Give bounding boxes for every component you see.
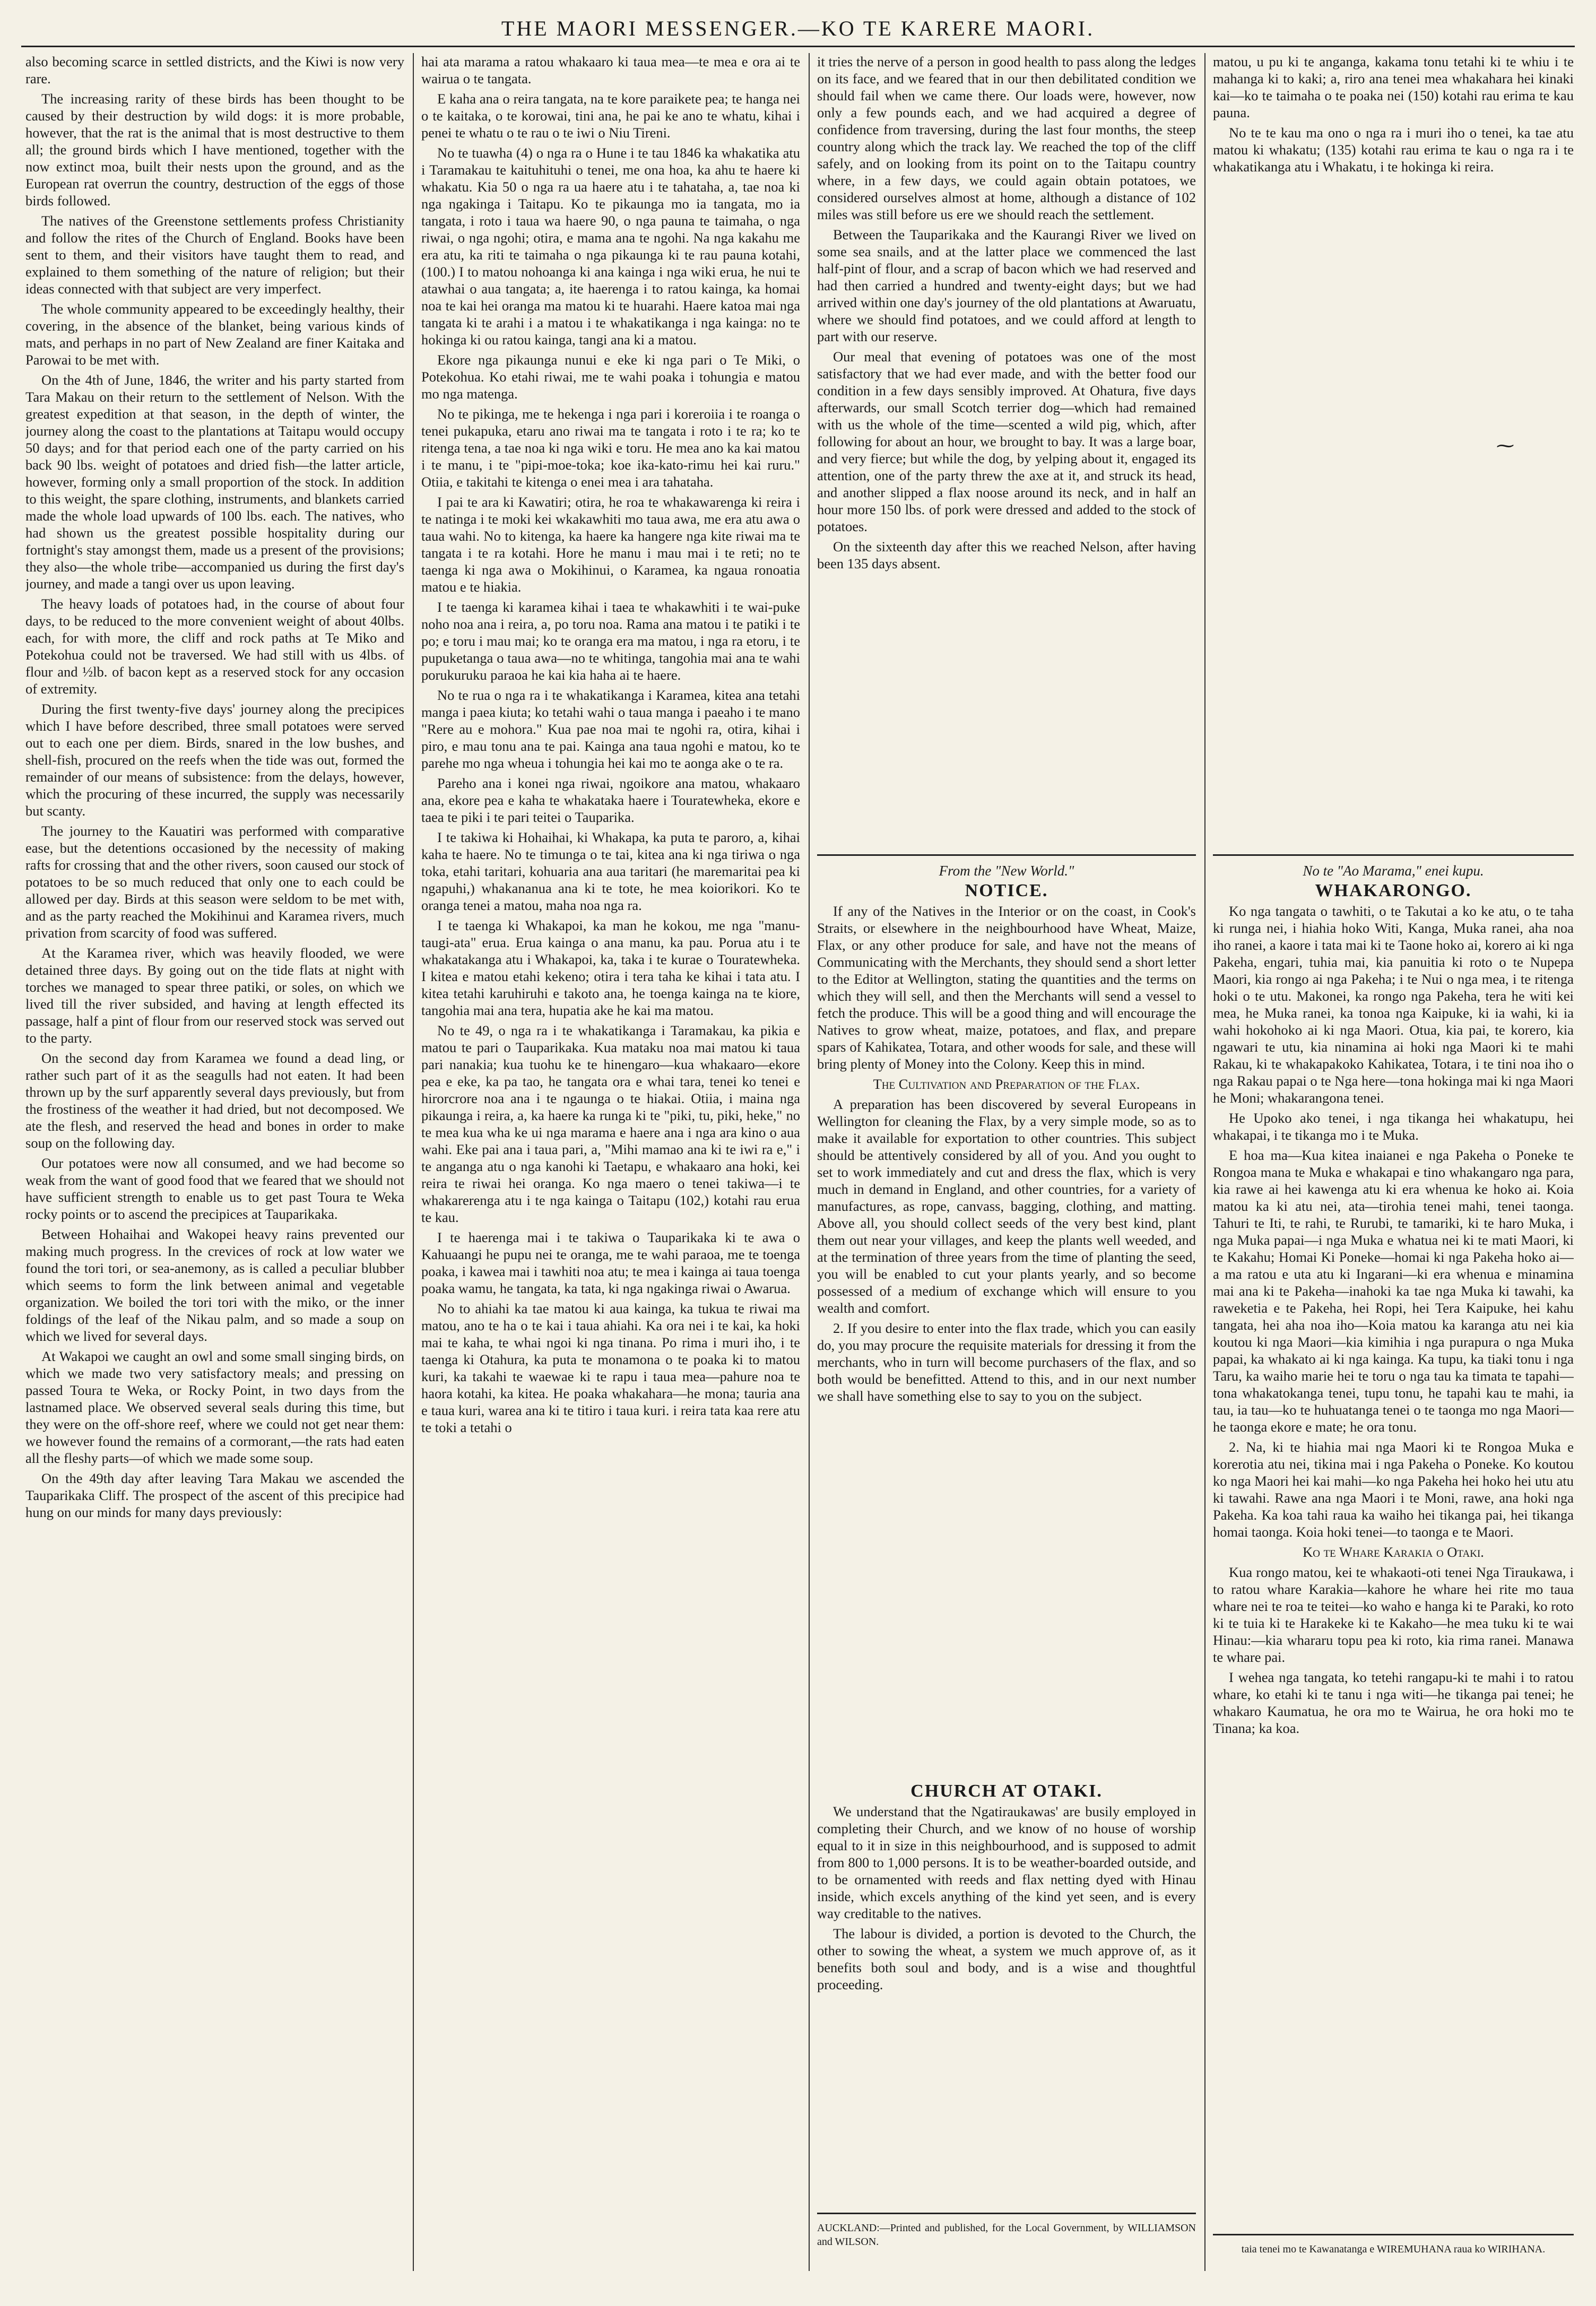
notice-body <box>817 903 1196 1072</box>
paragraph: During the first twenty-five days' journey along the precipices which I have before described, three small potatoes were served out to each one per diem. Birds, snared in the low bushes, and shell-fish, procured on the reefs when the tide was out, formed the remainder of our means of subsistence: from the delays, however, which the procuring of these incurred, the supply was necessarily but scanty. <box>25 701 404 819</box>
column-3-article <box>817 53 1196 881</box>
church-body <box>817 1803 1196 1993</box>
paragraph: Ko nga tangata o tawhiti, o te Takutai a ko ke atu, o te taha ki runga nei, i hiahia hoko Witi, Kanga, Muka ranei, aha noa iho ranei, a kaore i tata mai ki te Taone hoko ai, korero ai ki nga Pakeha, engari, tuhia mai, kia panuitia ki roto o te Nupepa Maori, kia rongo ai nga Pakeha; i te Nui o nga mea, i te ritenga hoki o te utu. Makonei, ka rongo nga Pakeha, tera he witi kei mea, he Muka ranei, ka tonoa nga Kaipuke, ki ia wahi, ki ia wahi hokohoko ai ki nga Maori. Otua, kia pai, te korero, kia ngawari te utu, kia ninamina ai hoki nga Maori ki te mahi Rakau, ki te whakapakoko Kahikatea, Totara, i te tini noa iho o nga Rakau papai o te Nga here—tona hokinga mai ki nga Maori he Moni; whakarangona tenei. <box>1213 903 1574 1106</box>
flax-title: The Cultivation and Preparation of the Flax. <box>873 1076 1140 1092</box>
paragraph: No te 49, o nga ra i te whakatikanga i Taramakau, ka pikia e matou te pari o Tauparikaka. Kua mataku noa mai matou ki taua pari nanakia; kua tuohu ke te hinengaro—kua whakaaro—ekore pea e eke, ka pa tao, he tangata ora e whai tara, tenei ko tenei e hirorcrore noa ana i te ngaunga o te hiakai. Otiia, i maina nga pikaunga i reira, a, ka haere ka runga ki te "piki, tu, piki, heke," no te mea kua wha ke ui nga marama e haere ana i nga ara kino o aua wahi. Eke pai ana i taua pari, a, "Mihi mamao ana ki te iwi ra e," i te anganga atu o nga kanohi ki Taetapu, e whakaaro ana hoki, kei reira te riwai hei oranga. Ko nga maero o tenei takiwa—i te whakarerenga atu i te nga kainga o Taitapu (102,) kotahi rau erua te kau. <box>421 1022 800 1225</box>
paragraph: The increasing rarity of these birds has been thought to be caused by their destruction by wild dogs: it is more probable, however, that the rat is the animal that is most destructive to them all; the ground birds which I have mentioned, together with the now extinct moa, built their nests upon the ground, and as the European rat overrun the country, destruction of the eggs of those birds followed. <box>25 91 404 209</box>
paragraph: Our potatoes were now all consumed, and we had become so weak from the want of good food that we feared that we should not have sufficient strength to enable us to get past Toura te Weka rocky points or to ascend the precipices at Tauparikaka. <box>25 1155 404 1222</box>
paragraph: also becoming scarce in settled districts, and the Kiwi is now very rare. <box>25 54 404 86</box>
paragraph: A preparation has been discovered by several Europeans in Wellington for cleaning the Flax, by a very simple mode, so as to make it available for exportation to other countries. This subject should be attentively considered by all of you. And you ought to set to work immediately and cut and dress the flax, which is very much in demand in England, and other countries, for a variety of manufactures, as rope, canvass, bagging, clothing, and matting. Above all, you should collect seeds of the very best kind, plant them out near your villages, and keep the plants well weeded, and at the termination of three years from the time of planting the seed, you will be enabled to cut your plants yearly, and so become possessed of a medium of exchange which will ensure to you wealth and comfort. <box>817 1096 1196 1316</box>
notice-section <box>817 862 1196 1870</box>
paragraph: I te taenga ki Whakapoi, ka man he kokou, me nga "manu-taugi-ata" erua. Erua kainga o ana manu, ka pau. Porua atu i te whakatakanga atu i Whakapoi, ka, taka i te kurae o Touratewheka. I kitea e matou etahi kekeno; otira i tera taha ke kihai i tata atu. I kitea tetahi karuhiruhi e takoto ana, he toenga kainga na te kiore, tangohia mai ana tera, hupatia ake he kai ma matou. <box>421 917 800 1018</box>
paragraph: The labour is divided, a portion is devoted to the Church, the other to sowing the wheat, a system we much approve of, as it benefits both soul and body, and is a wise and thoughtful proceeding. <box>817 1926 1196 1992</box>
karakia-title: Ko te Whare Karakia o Otaki. <box>1303 1544 1484 1560</box>
paragraph: The whole community appeared to be exceedingly healthy, their covering, in the absence of the blanket, being various kinds of mats, and perhaps in no part of New Zealand are finer Kaitaka and Parowai to be met with. <box>25 301 404 368</box>
section-divider <box>1213 854 1574 856</box>
paragraph: 2. Na, ki te hiahia mai nga Maori ki te Rongoa Muka e korerotia atu nei, tikina mai i nga Pakeha o Poneke. Ko koutou ko nga Maori hei kai mahi—ko nga Pakeha hei hoko hei utu atu ki tawahi. Rawe ana nga Maori i te Moni, rawe, ana hoki nga Pakeha. Ka koa tahi raua ka waiho hei tikanga pai, hei tikanga homai taonga. Koia hoki tenei—to taonga e te Maori. <box>1213 1439 1574 1540</box>
church-title: CHURCH AT OTAKI. <box>910 1783 1103 1801</box>
imprint-divider <box>1213 2234 1574 2235</box>
paragraph: 2. If you desire to enter into the flax trade, which you can easily do, you may procure the requisite materials for dressing it from the merchants, who in turn will become purchasers of the flax, and so both would be benefitted. Attend to this, and in our next number we shall have something else to say to you on the subject. <box>817 1320 1196 1404</box>
paragraph: I pai te ara ki Kawatiri; otira, he roa te whakawarenga ki reira i te natinga i te moki kei wkakawhiti mo taua awa, me era atu awa o taua wahi. No to kitenga, ka haere ka hangere nga kite riwai ma te tangata i te ra kotahi. Hore he manu i mau mai i te reti; no te taenga ki nga awa o Mokihinui, o Karamea, ka ngaua ronoatia matou e te hiakia. <box>421 494 800 595</box>
section-divider <box>817 854 1196 856</box>
paragraph: Our meal that evening of potatoes was one of the most satisfactory that we had ever made, and with the better food our condition in a few days sensibly improved. At Ohatura, five days afterwards, our small Scotch terrier dog—which had remained with us the whole of the time—scented a wild pig, which, after following for about an hour, we brought to bay. It was a large boar, and very fierce; but while the dog, by yelping about it, engaged its attention, one of the party threw the axe at it, and struck its head, and another slipped a flax noose around its neck, and in half an hour more 150 lbs. of pork were dressed and added to the stock of potatoes. <box>817 349 1196 534</box>
imprint-english: AUCKLAND:—Printed and published, for the Local Government, by WILLIAMSON and WILSON. <box>817 2222 1196 2248</box>
paragraph: I te haerenga mai i te takiwa o Tauparikaka ki te awa o Kahuaangi he pupu nei te oranga, me te wahi paraoa, me te toenga poaka, i kawea mai i tawhiti noa atu; te mea i kainga ai taua toenga poaka wamu, he tangata, ka tata, ki nga ngakinga riwai o Awarua. <box>421 1229 800 1296</box>
whakarongo-title: WHAKARONGO. <box>1315 881 1472 900</box>
paragraph: hai ata marama a ratou whakaaro ki taua mea—te mea e ora ai te wairua o te tangata. <box>421 54 800 86</box>
paragraph: I te taenga ki karamea kihai i taea te whakawhiti i te wai-puke noho noa ana i reira, a, po toru noa. Rama ana matou i te patiki i te po; e toru i mau mai; ko te oranga era ma matou, i nga ra etoru, i te pupuketanga o taua awa—no te whitinga, tangohia mai ana te wahi porukuruku paraoa he kai kia haha ai te haere. <box>421 599 800 683</box>
notice-source: From the "New World." <box>939 863 1074 879</box>
imprint-maori: taia tenei mo te Kawanatanga e WIREMUHANA raua ko WIRIHANA. <box>1241 2243 1546 2255</box>
column-1 <box>25 53 404 2287</box>
paragraph: He Upoko ako tenei, i nga tikanga hei whakatupu, hei whakapai, i te tikanga mo i te Muka. <box>1213 1110 1574 1143</box>
paragraph: No to ahiahi ka tae matou ki aua kainga, ka tukua te riwai ma matou, ano te ha o te kai i taua ahiahi. Ka ora nei i te kai, ka hoki mai te kaha, te whai ngoi ki nga tinana. Po rima i muri iho, i te taenga ki Otahura, ka puta te monamona o te poaka ki to matou kuri, ka takahi te waewae ki te rapu i taua mea—pahure noa te haora kotahi, ka kitea. He poaka whakahara—he mona; tauria ana e taua kuri, warea ana ki te titiro i taua kuri. i reira tata kaa rere atu te toki a tetahi o <box>421 1301 800 1435</box>
paragraph: On the 4th of June, 1846, the writer and his party started from Tara Makau on their return to the settlement of Nelson. With the greatest expedition at that season, in the depth of winter, the journey along the coast to the plantations at Taitapu would occupy 50 days; and for that period each one of the party carried on his back 90 lbs. weight of potatoes and dried fish—the latter article, however, forming only a small proportion of the stock. In addition to this weight, the spare clothing, instruments, and blankets carried made the whole load upwards of 100 lbs. each. The natives, who had shown us the greatest possible hospitality during our fortnight's stay amongst them, made us a present of the provisions; they also—the whole tribe—accompanied us during the first day's journey, and made a tangi over us upon leaving. <box>25 372 404 592</box>
paragraph: No te te kau ma ono o nga ra i muri iho o tenei, ka tae atu matou ki whakatu; (135) kotahi rau erima te kau o nga ra i te whakatikanga atu i Whakatu, i te hokinga ki reira. <box>1213 125 1574 175</box>
paragraph: On the 49th day after leaving Tara Makau we ascended the Tauparikaka Cliff. The prospect of the ascent of this precipice had hung on our minds for many days previously: <box>25 1470 404 1520</box>
paragraph: I wehea nga tangata, ko tetehi rangapu-ki te mahi i to ratou whare, ko etahi ki te tanu i nga witi—he tikanga pai tenei; he whakaro Kaumatua, he ora mo te Wairua, he ora hoki mo te Tinana; ka koa. <box>1213 1669 1574 1736</box>
column-rule <box>413 53 414 2271</box>
imprint-divider <box>817 2213 1196 2214</box>
paragraph: At the Karamea river, which was heavily flooded, we were detained three days. By going out on the tide flats at night with torches we managed to spear three patiki, or soles, on which we lived till the river subsided, and having at length effected its passage, half a pint of flour from our reserved stock was served out to the party. <box>25 945 404 1046</box>
flax-body <box>817 1096 1196 1405</box>
masthead-rule <box>21 46 1575 47</box>
paragraph: matou, u pu ki te anganga, kakama tonu tetahi ki te whiu i te mahanga ki to kaki; a, riro ana tenei mea whakahara hei kinaki kai—ko te taimaha o te poaka nei (150) kotahi rau erima te kau pauna. <box>1213 54 1574 120</box>
paragraph: No te tuawha (4) o nga ra o Hune i te tau 1846 ka whakatika atu i Taramakau te kaituhituhi o tenei, me ona hoa, ka ahu te haere ki whakatu. Kia 50 o nga ra ua haere atu i te tahataha, a, tae noa ki nga ngakinga i Taitapu. Ko te pikaunga mo ia tangata, mo ia tangata, i roto i taua wa haere 90, o nga pauna te taimaha, o nga riwai, o nga ngohi; otira, e mama ana te ngohi. Na nga kakahu me era atu, ka riti te taimaha o nga pikaunga ki te rau pauna kotahi, (100.) I to matou nohoanga ki ana kainga i nga wiki erua, he nui te atawhai o aua tangata; a, ite haerenga i to ratou kainga, ka homai noa te kai hei oranga ma matou ki te huarahi. Haere katoa mai nga tangata ki te arahi i a matou i te whakatikanga i nga kainga: no te hokinga ki ou ratou kainga, tangi ana ki a matou. <box>421 145 800 348</box>
paragraph: The natives of the Greenstone settlements profess Christianity and follow the rites of the Church of England. Books have been sent to them, and their visitors have taught them to read, and explained to them something of the nature of religion; but their ideas connected with that subject are very imperfect. <box>25 213 404 297</box>
paragraph: On the second day from Karamea we found a dead ling, or rather such part of it as the seagulls had not eaten. It had been thrown up by the surf apparently several days previously, but from the frostiness of the weather it had dried, but not decomposed. We ate the flesh, and reserved the head and bones in order to make soup on the following day. <box>25 1050 404 1151</box>
paragraph: E kaha ana o reira tangata, na te kore paraikete pea; te hanga nei o te kaitaka, o te korowai, tini ana, he pai ke ano te whatu, kihai i penei te whatu o te rau o te iwi o Niu Tireni. <box>421 91 800 141</box>
paragraph: Pareho ana i konei nga riwai, ngoikore ana matou, whakaaro ana, ekore pea e kaha te whakataka haere i Touratewheka, ekore e taea te piki i te pari teitei o Tauparika. <box>421 775 800 825</box>
paragraph: The heavy loads of potatoes had, in the course of about four days, to be reduced to the more convenient weight of about 40lbs. each, for with more, the cliff and rock paths at Te Miko and Potekohua could not be traversed. We had still with us 4lbs. of flour and ½lb. of bacon kept as a reserved stock for any occasion of extremity. <box>25 596 404 697</box>
ornament-icon: ⁓ <box>1496 436 1514 456</box>
whakarongo-body <box>1213 903 1574 1540</box>
church-section <box>817 1783 1196 2202</box>
paragraph: If any of the Natives in the Interior or on the coast, in Cook's Straits, or elsewhere in the neighbourhood have Wheat, Maize, Flax, or any other produce for sale, and have not the means of Communicating with the Merchants, they should send a short letter to the Editor at Wellington, stating the quantities and the terms on which they will sell, and then the Merchants will send a vessel to fetch the produce. This will be a good thing and will encourage the Natives to grow wheat, maize, potatoes, and flax, and prepare spars of Kahikatea, Totara, and other woods for sale, and these will bring plenty of Money into the Colony. Keep this in mind. <box>817 903 1196 1072</box>
paragraph: Between Hohaihai and Wakopei heavy rains prevented our making much progress. In the crevices of rock at low water we found the tori tori, or sea-anemony, as is called a peculiar blubber which seems to form the link between animal and vegetable organization. We boiled the tori tori with the miko, or the inner foldings of the leaf of the Nikau palm, and so made a soup on which we lived for several days. <box>25 1226 404 1344</box>
karakia-body <box>1213 1564 1574 1737</box>
paragraph: E hoa ma—Kua kitea inaianei e nga Pakeha o Poneke te Rongoa mana te Muka e whakapai e tino whakangaro nga para, kia rawe ai hei kawenga atu ki era whenua ke hoko ai. Koia matou ka ki atu nei, ata—tirohia tenei mahi, tenei taonga. Tahuri te Iti, te rahi, te Rurubi, te tamariki, ki te haro Muka, i nga Muka papai—i nga Muka e whatua nei ki te mati Maori, ki te Kakahu; Homai Ki Poneke—homai ki nga Pakeha hoko ai—a ma ratou e uta atu ki Ingarani—ki era whenua e minamina mai ana ki te Pakeha—inahoki ka tae nga Muka ki tawahi, ka raweketia e te Pakeha, hei Ropi, hei Tera Kaipuke, hei kahu tangata, hei aha noa iho—Koia matou ka karanga atu nei kia koutou ki nga Maori—kia kimihia i nga purapura o nga Muka papai, ka whakato ai ki nga kainga. Ka tupu, ka tiaki tonu i nga Taru, ka waiho marie hei te toru o nga tau ka timata te tapahi—tona whakatokanga tenei, tupu tonu, he tapahi kau te mahi, ia tau, ia tau—ko te huhuatanga tenei o te taonga mo nga Maori—he taonga ekore e mate; he ora tonu. <box>1213 1147 1574 1435</box>
paragraph: it tries the nerve of a person in good health to pass along the ledges on its face, and we feared that in our then debilitated condition we should fail when we came there. Our loads were, however, now only a few pounds each, and we had acquired a degree of confidence from traversing, during the last four months, the steep country along which the track lay. We reached the top of the cliff safely, and on looking from its point on to the Taitapu country where, in a few days, we could again obtain potatoes, we considered ourselves almost at home, although a distance of 102 miles was still before us ere we should reach the settlement. <box>817 54 1196 222</box>
paragraph: Between the Tauparikaka and the Kaurangi River we lived on some sea snails, and at the latter place we commenced the last half-pint of flour, and a scrap of bacon which we had reserved and had then carried a hundred and twenty-eight days; but we had arrived within one day's journey of the old plantations at Awaruatu, where we should find potatoes, and we could afford at length to part with our reserve. <box>817 227 1196 344</box>
paragraph: At Wakapoi we caught an owl and some small singing birds, on which we made two very satisfactory meals; and pressing on passed Toura te Weka, or Rocky Point, in two days from the lastnamed place. We observed several seals during this time, but they were on the off-shore reef, where we could not get near them: we however found the remains of a cormorant,—the rats had eaten all the fleshy parts—of which we made some soup. <box>25 1348 404 1466</box>
paragraph: The journey to the Kauatiri was performed with comparative ease, but the detentions occasioned by the necessity of making rafts for crossing that and the other rivers, soon caused our stock of potatoes to be so much reduced that only one to each could be allowed per day. Birds at this season were seldom to be met with, and as the party reached the Mokihinui and Karamea rivers, much privation from scarcity of food was suffered. <box>25 823 404 941</box>
paragraph: We understand that the Ngatiraukawas' are busily employed in completing their Church, and we know of no house of worship equal to it in size in this neighbourhood, and is supposed to admit from 800 to 1,000 persons. It is to be weather-boarded outside, and to be ornamented with reeds and flax netting dyed with Hinau inside, which excels anything of the kind yet seen, and is every way creditable to the natives. <box>817 1804 1196 1921</box>
column-rule <box>1204 53 1205 2271</box>
paragraph: No te rua o nga ra i te whakatikanga i Karamea, kitea ana tetahi manga i paea kiuta; ko tetahi wahi o taua manga i paeaho i te mano "Rere au e mohora." Kua pae noa mai te ngohi ra, otira, kihai i piro, e mau tonu ana te pai. Kainga ana taua ngohi e matou, ko te parehe mo nga wheua i tohungia hei kai mo te aonga ake o te ra. <box>421 687 800 771</box>
column-4-article <box>1213 53 1574 228</box>
paragraph: No te pikinga, me te hekenga i nga pari i koreroiia i te roanga o tenei pukapuka, etaru ano riwai ma te tangata i roto i te ra; ko te ritenga tena, a tae noa ki nga wiki e toru. He mea ano ka kai matou i te manu, i te "pipi-moe-toka; koe ika-kato-rimu hei kai ruru." Otiia, e takitahi te kitenga o enei mea i ara tahataha. <box>421 406 800 490</box>
paragraph: On the sixteenth day after this we reached Nelson, after having been 135 days absent. <box>817 539 1196 571</box>
paragraph: I te takiwa ki Hohaihai, ki Whakapa, ka puta te paroro, a, kihai kaha te haere. No te timunga o te tai, kitea ana ki nga tiriwa o nga toka, etahi taritari, kohuaria ana aua taritari (he maremaritai pea ki ngapuhi,) whakananua ana ki te tote, he mea koiorikori. Ko te oranga tenei a matou, maha noa nga ra. <box>421 829 800 913</box>
whakarongo-source: No te "Ao Marama," enei kupu. <box>1303 863 1484 879</box>
paragraph: Kua rongo matou, kei te whakaoti-oti tenei Nga Tiraukawa, i to ratou whare Karakia—kahore he whare hei rite mo taua whare nei te roa te teitei—ko waho e hanga ki te Paraki, ko roto ki te tuia ki te Harakeke ki te Kakaho—he mea tuku ki te wai Hinau:—kia whararu topu pea ki roto, kia rima ranei. Manawa te whare pai. <box>1213 1564 1574 1665</box>
masthead-title: THE MAORI MESSENGER.—KO TE KARERE MAORI. <box>501 16 1095 40</box>
whakarongo-section <box>1213 862 1574 2221</box>
paragraph: Ekore nga pikaunga nunui e eke ki nga pari o Te Miki, o Potekohua. Ko etahi riwai, me te wahi poaka i tohungia e matou mo nga matenga. <box>421 352 800 402</box>
column-rule <box>809 53 810 2271</box>
notice-title: NOTICE. <box>965 881 1048 900</box>
column-2 <box>421 53 800 2287</box>
